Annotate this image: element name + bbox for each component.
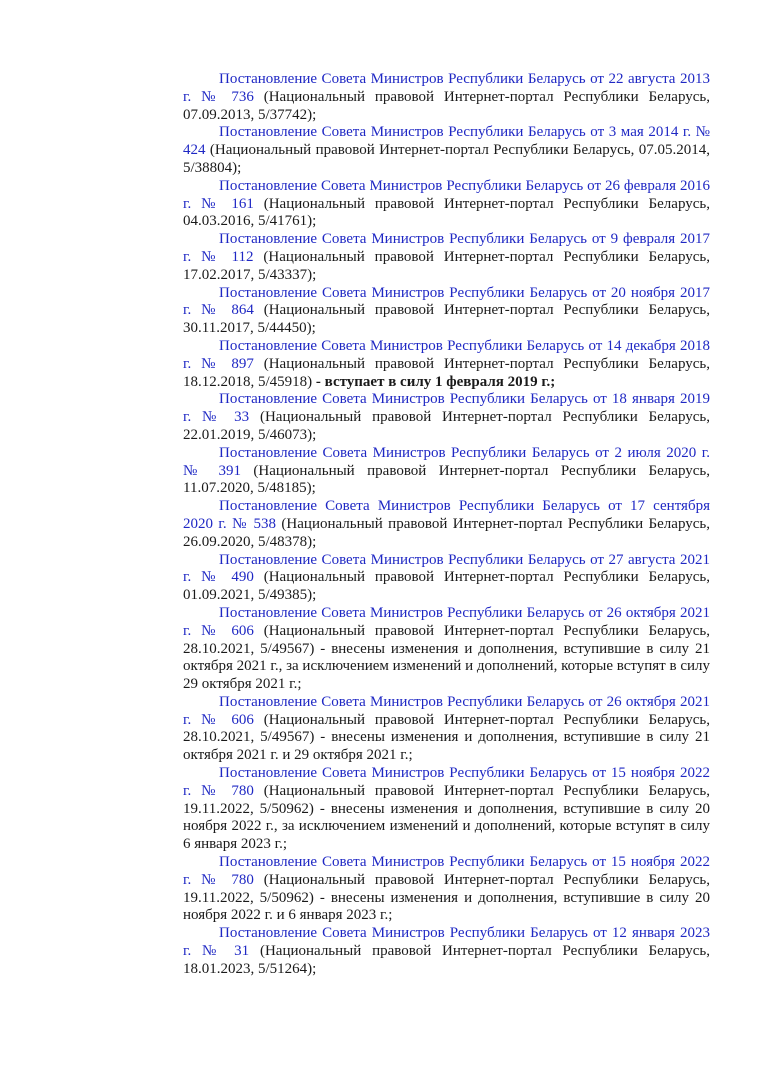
- decree-link[interactable]: Постановление Совета Министров Республики Беларусь от 14 декабря 2018 г. № 897: [183, 337, 710, 372]
- publication-note: (Национальный правовой Интернет-портал Республики Беларусь, 19.11.2022, 5/50962) - внесены изменения и дополнения, вступившие в силу 20 ноября 2022 г., за исключением изменений и дополнений, которые вступят в силу 6 января 2023 г.;: [183, 782, 710, 853]
- publication-note: (Национальный правовой Интернет-портал Республики Беларусь, 18.01.2023, 5/51264);: [183, 943, 710, 977]
- amendment-entry: [183, 854, 710, 925]
- amendment-entry: [183, 765, 710, 854]
- publication-note: (Национальный правовой Интернет-портал Республики Беларусь, 30.11.2017, 5/44450);: [183, 302, 710, 337]
- publication-note: (Национальный правовой Интернет-портал Республики Беларусь, 26.09.2020, 5/48378);: [183, 515, 710, 550]
- amendment-entry: [183, 925, 710, 978]
- decree-link[interactable]: Постановление Совета Министров Республики Беларусь от 27 августа 2021 г. № 490: [183, 551, 710, 586]
- publication-note: (Национальный правовой Интернет-портал Республики Беларусь, 01.09.2021, 5/49385);: [183, 569, 710, 604]
- publication-note: (Национальный правовой Интернет-портал Республики Беларусь, 18.12.2018, 5/45918): [183, 355, 710, 390]
- decree-link[interactable]: Постановление Совета Министров Республики Беларусь от 26 февраля 2016 г. № 161: [183, 177, 710, 212]
- publication-note: (Национальный правовой Интернет-портал Республики Беларусь, 07.09.2013, 5/37742);: [183, 88, 710, 123]
- decree-link[interactable]: Постановление Совета Министров Республики Беларусь от 20 ноября 2017 г. № 864: [183, 284, 710, 319]
- decree-link[interactable]: Постановление Совета Министров Республики Беларусь от 26 октября 2021 г. № 606: [183, 604, 710, 639]
- amendment-entry: [183, 694, 710, 765]
- publication-note: (Национальный правовой Интернет-портал Республики Беларусь, 07.05.2014, 5/38804);: [183, 142, 710, 176]
- amendment-entry: [183, 71, 710, 124]
- effective-note: - вступает в силу 1 февраля 2019 г.;: [312, 373, 556, 390]
- decree-link[interactable]: Постановление Совета Министров Республики Беларусь от 15 ноября 2022 г. № 780: [183, 765, 710, 799]
- publication-note: (Национальный правовой Интернет-портал Республики Беларусь, 17.02.2017, 5/43337);: [183, 248, 710, 283]
- publication-note: (Национальный правовой Интернет-портал Республики Беларусь, 11.07.2020, 5/48185);: [183, 462, 711, 497]
- decree-link[interactable]: Постановление Совета Министров Республики Беларусь от 3 мая 2014 г. № 424: [183, 124, 710, 159]
- amendment-entry: [183, 445, 710, 498]
- publication-note: (Национальный правовой Интернет-портал Республики Беларусь, 04.03.2016, 5/41761);: [183, 195, 710, 230]
- decree-link[interactable]: Постановление Совета Министров Республики Беларусь от 12 января 2023 г. № 31: [183, 925, 710, 960]
- decree-link[interactable]: Постановление Совета Министров Республики Беларусь от 2 июля 2020 г. № 391: [183, 444, 710, 479]
- amendment-entry: [183, 338, 710, 391]
- decree-link[interactable]: Постановление Совета Министров Республики Беларусь от 9 февраля 2017 г. № 112: [183, 231, 710, 265]
- publication-note: (Национальный правовой Интернет-портал Республики Беларусь, 19.11.2022, 5/50962) - внесены изменения и дополнения, вступившие в силу 20 ноября 2022 г. и 6 января 2023 г.;: [183, 871, 710, 924]
- decree-link[interactable]: Постановление Совета Министров Республики Беларусь от 18 января 2019 г. № 33: [183, 391, 710, 426]
- amendment-entry: [183, 231, 710, 284]
- decree-link[interactable]: Постановление Совета Министров Республики Беларусь от 26 октября 2021 г. № 606: [183, 693, 710, 728]
- amendment-entry: [183, 391, 710, 444]
- amendment-entry: [183, 178, 710, 231]
- amendments-list: [183, 71, 710, 979]
- decree-link[interactable]: Постановление Совета Министров Республики Беларусь от 17 сентября 2020 г. № 538: [183, 498, 710, 532]
- amendment-entry: [183, 498, 710, 551]
- publication-note: (Национальный правовой Интернет-портал Республики Беларусь, 22.01.2019, 5/46073);: [183, 409, 710, 443]
- publication-note: (Национальный правовой Интернет-портал Республики Беларусь, 28.10.2021, 5/49567) - внесены изменения и дополнения, вступившие в силу 21 октября 2021 г., за исключением изменений и дополнений, которые вступят в силу 29 октября 2021 г.;: [183, 622, 710, 693]
- amendment-entry: [183, 605, 710, 694]
- publication-note: (Национальный правовой Интернет-портал Республики Беларусь, 28.10.2021, 5/49567) - внесены изменения и дополнения, вступившие в силу 21 октября 2021 г. и 29 октября 2021 г.;: [183, 711, 710, 764]
- amendment-entry: [183, 552, 710, 605]
- decree-link[interactable]: Постановление Совета Министров Республики Беларусь от 22 августа 2013 г. № 736: [183, 71, 710, 105]
- amendment-entry: [183, 124, 710, 177]
- decree-link[interactable]: Постановление Совета Министров Республики Беларусь от 15 ноября 2022 г. № 780: [183, 854, 710, 888]
- amendment-entry: [183, 285, 710, 338]
